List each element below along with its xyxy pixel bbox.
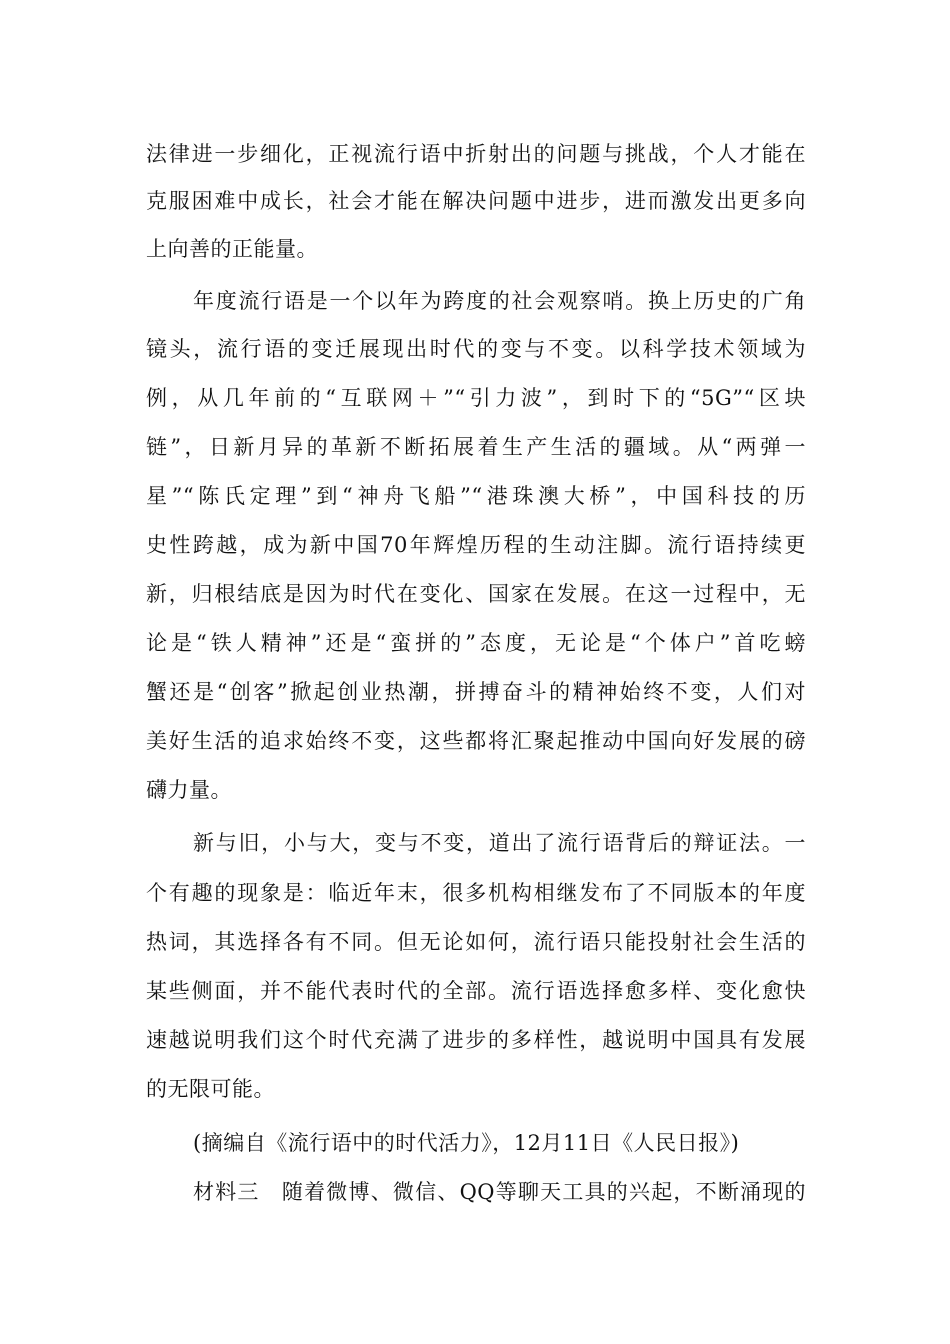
paragraph-3-line-6: 的无限可能。 bbox=[146, 1077, 275, 1101]
paragraph-2-line-5: 星”“陈氏定理”到“神舟飞船”“港珠澳大桥”，中国科技的历 bbox=[146, 484, 806, 508]
paragraph-3-line-1: 新与旧，小与大，变与不变，道出了流行语背后的辩证法。一 bbox=[193, 831, 806, 855]
material-3-line-1: 材料三 随着微博、微信、QQ等聊天工具的兴起，不断涌现的 bbox=[193, 1180, 806, 1204]
paragraph-2-line-8: 论是“铁人精神”还是“蛮拼的”态度，无论是“个体户”首吃螃 bbox=[146, 631, 806, 655]
paragraph-2-line-4: 链”，日新月异的革新不断拓展着生产生活的疆域。从“两弹一 bbox=[146, 435, 806, 459]
paragraph-2-line-9: 蟹还是“创客”掀起创业热潮，拼搏奋斗的精神始终不变，人们对 bbox=[146, 680, 806, 704]
paragraph-3-line-2: 个有趣的现象是：临近年末，很多机构相继发布了不同版本的年度 bbox=[146, 881, 806, 905]
paragraph-3-line-3: 热词，其选择各有不同。但无论如何，流行语只能投射社会生活的 bbox=[146, 930, 806, 954]
paragraph-2-line-2: 镜头，流行语的变迁展现出时代的变与不变。以科学技术领域为 bbox=[146, 337, 806, 361]
paragraph-2-line-6: 史性跨越，成为新中国70年辉煌历程的生动注脚。流行语持续更 bbox=[146, 533, 806, 557]
paragraph-3-line-5: 速越说明我们这个时代充满了进步的多样性，越说明中国具有发展 bbox=[146, 1028, 806, 1052]
paragraph-1-line-3: 上向善的正能量。 bbox=[146, 237, 318, 261]
paragraph-1-line-2: 克服困难中成长，社会才能在解决问题中进步，进而激发出更多向 bbox=[146, 189, 806, 213]
source-note: (摘编自《流行语中的时代活力》，12月11日《人民日报》) bbox=[193, 1131, 740, 1155]
paragraph-2-line-3: 例，从几年前的“互联网＋”“引力波”，到时下的“5G”“区块 bbox=[146, 386, 806, 410]
paragraph-2-line-10: 美好生活的追求始终不变，这些都将汇聚起推动中国向好发展的磅 bbox=[146, 729, 806, 753]
paragraph-2-line-1: 年度流行语是一个以年为跨度的社会观察哨。换上历史的广角 bbox=[193, 289, 806, 313]
paragraph-2-line-7: 新，归根结底是因为时代在变化、国家在发展。在这一过程中，无 bbox=[146, 582, 806, 606]
paragraph-3-line-4: 某些侧面，并不能代表时代的全部。流行语选择愈多样、变化愈快 bbox=[146, 979, 806, 1003]
paragraph-1-line-1: 法律进一步细化，正视流行语中折射出的问题与挑战，个人才能在 bbox=[146, 142, 806, 166]
paragraph-2-line-11: 礴力量。 bbox=[146, 778, 232, 802]
